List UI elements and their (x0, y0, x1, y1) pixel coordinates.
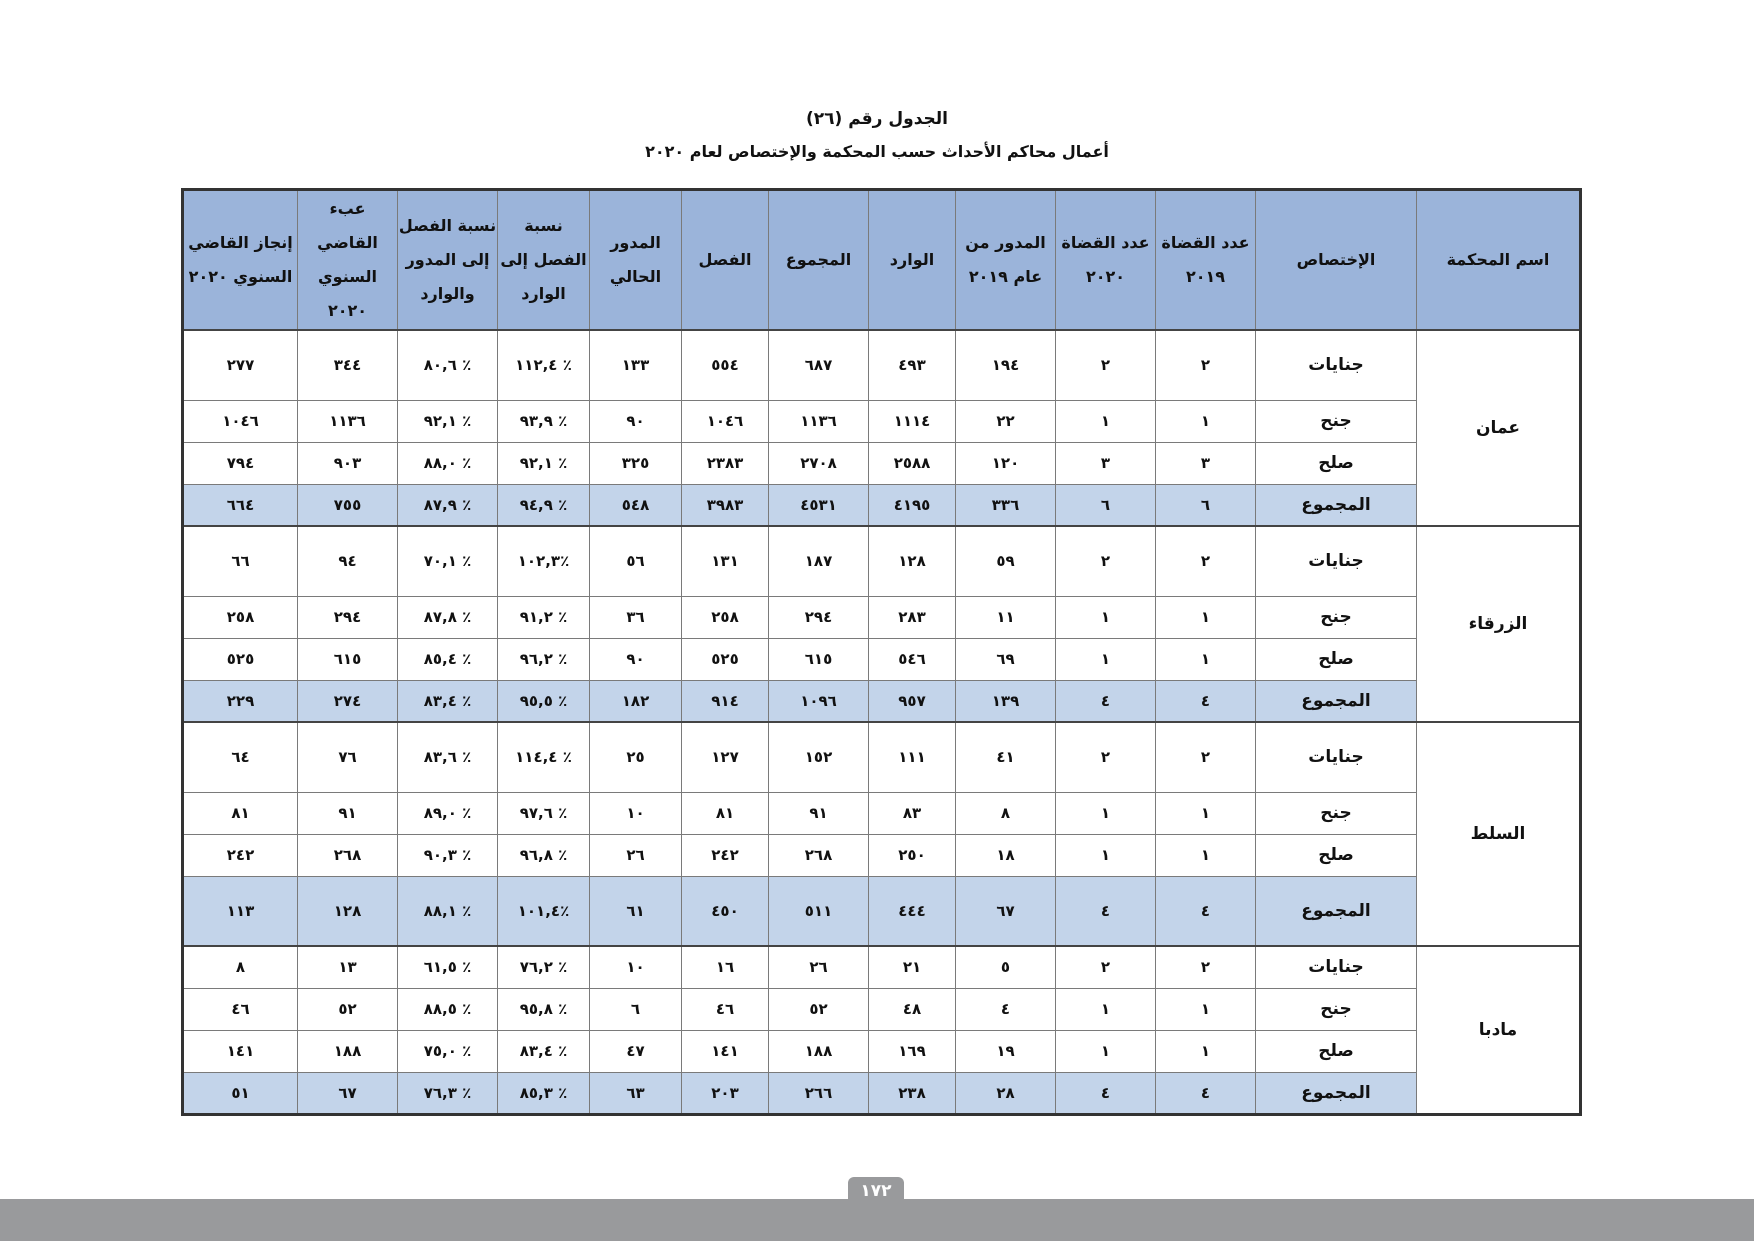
ratio-incoming-cell: ٪ ٩٥,٥ (498, 680, 590, 722)
judge-load-cell: ٦١٥ (298, 638, 398, 680)
judge-output-cell: ٢٥٨ (183, 596, 298, 638)
current-carried-cell: ١٠ (590, 946, 682, 988)
specialization-cell: جنايات (1256, 946, 1417, 988)
ratio-total-cell: ٪ ٨٩,٠ (398, 792, 498, 834)
current-carried-cell: ١٨٢ (590, 680, 682, 722)
ratio-total-cell: ٪ ٧٥,٠ (398, 1030, 498, 1072)
total-cell: ١١٣٦ (769, 400, 869, 442)
judges-2020-cell: ١ (1056, 834, 1156, 876)
current-carried-cell: ٤٧ (590, 1030, 682, 1072)
judges-2020-cell: ٤ (1056, 876, 1156, 946)
table-number: الجدول رقم (٢٦) (805, 109, 948, 129)
current-carried-cell: ٥٤٨ (590, 484, 682, 526)
ratio-incoming-cell: ٪ ٩٧,٦ (498, 792, 590, 834)
header-current-carried: المدور الحالي (590, 190, 682, 331)
ratio-incoming-cell: ٪ ٩٦,٨ (498, 834, 590, 876)
table-row (183, 1030, 1581, 1072)
ratio-incoming-cell: ٪ ٨٥,٣ (498, 1072, 590, 1114)
judges-2020-cell: ٢ (1056, 330, 1156, 400)
judge-load-cell: ١٢٨ (298, 876, 398, 946)
table-row (183, 792, 1581, 834)
carried-2019-cell: ٦٩ (956, 638, 1056, 680)
ratio-total-cell: ٪ ٨٥,٤ (398, 638, 498, 680)
total-cell: ٥١١ (769, 876, 869, 946)
judge-output-cell: ٥١ (183, 1072, 298, 1114)
current-carried-cell: ٢٦ (590, 834, 682, 876)
specialization-cell: جنايات (1256, 722, 1417, 792)
judge-output-cell: ١٤١ (183, 1030, 298, 1072)
current-carried-cell: ٦ (590, 988, 682, 1030)
judges-2019-cell: ٣ (1156, 442, 1256, 484)
total-cell: ١٠٩٦ (769, 680, 869, 722)
specialization-cell: جنح (1256, 988, 1417, 1030)
total-cell: ١٨٨ (769, 1030, 869, 1072)
judge-load-cell: ٩١ (298, 792, 398, 834)
table-row (183, 834, 1581, 876)
ratio-total-cell: ٪ ٩٠,٣ (398, 834, 498, 876)
current-carried-cell: ٩٠ (590, 400, 682, 442)
specialization-cell: المجموع (1256, 1072, 1417, 1114)
header-row (183, 190, 1581, 331)
ratio-total-cell: ٪ ٨٣,٦ (398, 722, 498, 792)
specialization-cell: المجموع (1256, 484, 1417, 526)
header-resolved: الفصل (682, 190, 769, 331)
current-carried-cell: ٦٣ (590, 1072, 682, 1114)
ratio-incoming-cell: ٪١٠١,٤ (498, 876, 590, 946)
carried-2019-cell: ٣٣٦ (956, 484, 1056, 526)
judges-2019-cell: ١ (1156, 1030, 1256, 1072)
incoming-cell: ٢١ (869, 946, 956, 988)
current-carried-cell: ٩٠ (590, 638, 682, 680)
table-caption: أعمال محاكم الأحداث حسب المحكمة والإختصاص لعام ٢٠٢٠ (645, 142, 1109, 161)
specialization-cell: المجموع (1256, 876, 1417, 946)
total-row (183, 680, 1581, 722)
ratio-incoming-cell: ٪ ٧٦,٢ (498, 946, 590, 988)
header-ratio-incoming: نسبة الفصل إلى الوارد (498, 190, 590, 331)
ratio-total-cell: ٪ ٨٣,٤ (398, 680, 498, 722)
carried-2019-cell: ١٩ (956, 1030, 1056, 1072)
judge-load-cell: ٢٩٤ (298, 596, 398, 638)
carried-2019-cell: ١٩٤ (956, 330, 1056, 400)
total-row (183, 1072, 1581, 1114)
ratio-incoming-cell: ٪ ٩١,٢ (498, 596, 590, 638)
ratio-incoming-cell: ٪ ٩٥,٨ (498, 988, 590, 1030)
judges-2020-cell: ٣ (1056, 442, 1156, 484)
table-row (183, 526, 1581, 596)
ratio-total-cell: ٪ ٧٠,١ (398, 526, 498, 596)
courts-table (181, 188, 1582, 1116)
total-cell: ٢٩٤ (769, 596, 869, 638)
total-row (183, 876, 1581, 946)
ratio-total-cell: ٪ ٨٧,٨ (398, 596, 498, 638)
resolved-cell: ٤٦ (682, 988, 769, 1030)
court-name-cell: السلط (1417, 722, 1581, 946)
incoming-cell: ١٢٨ (869, 526, 956, 596)
total-cell: ١٥٢ (769, 722, 869, 792)
header-incoming: الوارد (869, 190, 956, 331)
table-row (183, 638, 1581, 680)
judge-output-cell: ٢٢٩ (183, 680, 298, 722)
carried-2019-cell: ٤ (956, 988, 1056, 1030)
court-name-cell: عمان (1417, 330, 1581, 526)
judge-output-cell: ٤٦ (183, 988, 298, 1030)
judges-2020-cell: ٦ (1056, 484, 1156, 526)
current-carried-cell: ١٠ (590, 792, 682, 834)
resolved-cell: ٢٥٨ (682, 596, 769, 638)
judges-2020-cell: ١ (1056, 638, 1156, 680)
incoming-cell: ٩٥٧ (869, 680, 956, 722)
header-ratio-total: نسبة الفصل إلى المدور والوارد (398, 190, 498, 331)
judges-2019-cell: ٢ (1156, 946, 1256, 988)
page-number: ١٧٢ (848, 1177, 904, 1203)
judges-2019-cell: ٦ (1156, 484, 1256, 526)
resolved-cell: ١٢٧ (682, 722, 769, 792)
resolved-cell: ٣٩٨٣ (682, 484, 769, 526)
judges-2019-cell: ١ (1156, 988, 1256, 1030)
ratio-total-cell: ٪ ٩٢,١ (398, 400, 498, 442)
judge-output-cell: ٦٦٤ (183, 484, 298, 526)
table-row (183, 330, 1581, 400)
incoming-cell: ٤١٩٥ (869, 484, 956, 526)
specialization-cell: جنايات (1256, 526, 1417, 596)
carried-2019-cell: ٢٨ (956, 1072, 1056, 1114)
judges-2019-cell: ١ (1156, 792, 1256, 834)
court-name-cell: مادبا (1417, 946, 1581, 1114)
judge-load-cell: ١١٣٦ (298, 400, 398, 442)
incoming-cell: ١٦٩ (869, 1030, 956, 1072)
judge-load-cell: ٢٧٤ (298, 680, 398, 722)
judges-2019-cell: ٢ (1156, 330, 1256, 400)
ratio-total-cell: ٪ ٨٧,٩ (398, 484, 498, 526)
judges-2020-cell: ٢ (1056, 722, 1156, 792)
judges-2019-cell: ١ (1156, 638, 1256, 680)
judges-2020-cell: ٤ (1056, 680, 1156, 722)
table-row (183, 596, 1581, 638)
ratio-incoming-cell: ٪ ٩٦,٢ (498, 638, 590, 680)
header-total: المجموع (769, 190, 869, 331)
ratio-total-cell: ٪ ٧٦,٣ (398, 1072, 498, 1114)
total-cell: ٢٦٨ (769, 834, 869, 876)
resolved-cell: ١٦ (682, 946, 769, 988)
judges-2019-cell: ٢ (1156, 722, 1256, 792)
header-court: اسم المحكمة (1417, 190, 1581, 331)
judge-output-cell: ١٠٤٦ (183, 400, 298, 442)
carried-2019-cell: ٨ (956, 792, 1056, 834)
judge-output-cell: ٥٢٥ (183, 638, 298, 680)
ratio-total-cell: ٪ ٨٨,١ (398, 876, 498, 946)
footer-bar (0, 1199, 1754, 1241)
ratio-incoming-cell: ٪ ٩٢,١ (498, 442, 590, 484)
judges-2019-cell: ٢ (1156, 526, 1256, 596)
total-cell: ٦١٥ (769, 638, 869, 680)
specialization-cell: صلح (1256, 834, 1417, 876)
judges-2020-cell: ١ (1056, 1030, 1156, 1072)
resolved-cell: ٥٥٤ (682, 330, 769, 400)
judges-2019-cell: ٤ (1156, 1072, 1256, 1114)
ratio-total-cell: ٪ ٦١,٥ (398, 946, 498, 988)
judge-load-cell: ٥٢ (298, 988, 398, 1030)
carried-2019-cell: ١٨ (956, 834, 1056, 876)
ratio-incoming-cell: ٪ ١١٢,٤ (498, 330, 590, 400)
total-cell: ٢٧٠٨ (769, 442, 869, 484)
ratio-incoming-cell: ٪١٠٢,٣ (498, 526, 590, 596)
judges-2020-cell: ١ (1056, 792, 1156, 834)
current-carried-cell: ٣٦ (590, 596, 682, 638)
incoming-cell: ٢٣٨ (869, 1072, 956, 1114)
judges-2020-cell: ٢ (1056, 946, 1156, 988)
resolved-cell: ١٠٤٦ (682, 400, 769, 442)
judge-output-cell: ٢٧٧ (183, 330, 298, 400)
judges-2020-cell: ١ (1056, 988, 1156, 1030)
current-carried-cell: ٢٥ (590, 722, 682, 792)
resolved-cell: ٢٠٣ (682, 1072, 769, 1114)
judge-output-cell: ١١٣ (183, 876, 298, 946)
resolved-cell: ٩١٤ (682, 680, 769, 722)
judge-output-cell: ٢٤٢ (183, 834, 298, 876)
incoming-cell: ٤٨ (869, 988, 956, 1030)
judge-output-cell: ٨ (183, 946, 298, 988)
judges-2020-cell: ٤ (1056, 1072, 1156, 1114)
total-cell: ٦٨٧ (769, 330, 869, 400)
judge-load-cell: ٩٠٣ (298, 442, 398, 484)
ratio-incoming-cell: ٪ ٨٣,٤ (498, 1030, 590, 1072)
resolved-cell: ٥٢٥ (682, 638, 769, 680)
specialization-cell: جنح (1256, 596, 1417, 638)
table-row (183, 722, 1581, 792)
specialization-cell: المجموع (1256, 680, 1417, 722)
ratio-total-cell: ٪ ٨٠,٦ (398, 330, 498, 400)
current-carried-cell: ٣٢٥ (590, 442, 682, 484)
incoming-cell: ٢٨٣ (869, 596, 956, 638)
header-judge-output: إنجاز القاضي السنوي ٢٠٢٠ (183, 190, 298, 331)
carried-2019-cell: ٦٧ (956, 876, 1056, 946)
resolved-cell: ٨١ (682, 792, 769, 834)
incoming-cell: ٢٥٨٨ (869, 442, 956, 484)
resolved-cell: ٢٣٨٣ (682, 442, 769, 484)
resolved-cell: ١٣١ (682, 526, 769, 596)
incoming-cell: ٨٣ (869, 792, 956, 834)
court-name-cell: الزرقاء (1417, 526, 1581, 722)
judges-2019-cell: ٤ (1156, 680, 1256, 722)
judge-load-cell: ١٣ (298, 946, 398, 988)
total-cell: ٢٦٦ (769, 1072, 869, 1114)
resolved-cell: ٤٥٠ (682, 876, 769, 946)
judge-load-cell: ٦٧ (298, 1072, 398, 1114)
incoming-cell: ٤٤٤ (869, 876, 956, 946)
total-cell: ٤٥٣١ (769, 484, 869, 526)
carried-2019-cell: ٤١ (956, 722, 1056, 792)
ratio-total-cell: ٪ ٨٨,٥ (398, 988, 498, 1030)
judge-load-cell: ٧٥٥ (298, 484, 398, 526)
current-carried-cell: ١٣٣ (590, 330, 682, 400)
table-row (183, 946, 1581, 988)
judge-output-cell: ٧٩٤ (183, 442, 298, 484)
total-cell: ٢٦ (769, 946, 869, 988)
incoming-cell: ٢٥٠ (869, 834, 956, 876)
carried-2019-cell: ٥٩ (956, 526, 1056, 596)
incoming-cell: ١١١٤ (869, 400, 956, 442)
judges-2019-cell: ١ (1156, 400, 1256, 442)
judge-output-cell: ٦٦ (183, 526, 298, 596)
specialization-cell: صلح (1256, 442, 1417, 484)
header-carried-2019: المدور من عام ٢٠١٩ (956, 190, 1056, 331)
table-row (183, 988, 1581, 1030)
carried-2019-cell: ٥ (956, 946, 1056, 988)
resolved-cell: ١٤١ (682, 1030, 769, 1072)
specialization-cell: جنايات (1256, 330, 1417, 400)
current-carried-cell: ٦١ (590, 876, 682, 946)
total-cell: ٥٢ (769, 988, 869, 1030)
judges-2020-cell: ١ (1056, 400, 1156, 442)
table-row (183, 442, 1581, 484)
judges-2019-cell: ١ (1156, 596, 1256, 638)
incoming-cell: ٥٤٦ (869, 638, 956, 680)
header-judges-2020: عدد القضاة ٢٠٢٠ (1056, 190, 1156, 331)
incoming-cell: ٤٩٣ (869, 330, 956, 400)
carried-2019-cell: ٢٢ (956, 400, 1056, 442)
judges-2019-cell: ٤ (1156, 876, 1256, 946)
current-carried-cell: ٥٦ (590, 526, 682, 596)
ratio-incoming-cell: ٪ ٩٣,٩ (498, 400, 590, 442)
specialization-cell: جنح (1256, 792, 1417, 834)
total-cell: ٩١ (769, 792, 869, 834)
ratio-incoming-cell: ٪ ٩٤,٩ (498, 484, 590, 526)
judges-2019-cell: ١ (1156, 834, 1256, 876)
carried-2019-cell: ١٣٩ (956, 680, 1056, 722)
specialization-cell: صلح (1256, 638, 1417, 680)
ratio-total-cell: ٪ ٨٨,٠ (398, 442, 498, 484)
incoming-cell: ١١١ (869, 722, 956, 792)
header-judges-2019: عدد القضاة ٢٠١٩ (1156, 190, 1256, 331)
table-titles (0, 108, 1754, 163)
header-specialization: الإختصاص (1256, 190, 1417, 331)
carried-2019-cell: ١٢٠ (956, 442, 1056, 484)
judges-2020-cell: ١ (1056, 596, 1156, 638)
specialization-cell: جنح (1256, 400, 1417, 442)
judge-output-cell: ٦٤ (183, 722, 298, 792)
judges-2020-cell: ٢ (1056, 526, 1156, 596)
judge-load-cell: ٩٤ (298, 526, 398, 596)
judge-load-cell: ٧٦ (298, 722, 398, 792)
table-row (183, 400, 1581, 442)
resolved-cell: ٢٤٢ (682, 834, 769, 876)
judge-load-cell: ٢٦٨ (298, 834, 398, 876)
judge-output-cell: ٨١ (183, 792, 298, 834)
ratio-incoming-cell: ٪ ١١٤,٤ (498, 722, 590, 792)
total-cell: ١٨٧ (769, 526, 869, 596)
judge-load-cell: ١٨٨ (298, 1030, 398, 1072)
specialization-cell: صلح (1256, 1030, 1417, 1072)
table-body (183, 330, 1581, 1114)
carried-2019-cell: ١١ (956, 596, 1056, 638)
total-row (183, 484, 1581, 526)
header-judge-load: عبء القاضي السنوي ٢٠٢٠ (298, 190, 398, 331)
judge-load-cell: ٣٤٤ (298, 330, 398, 400)
